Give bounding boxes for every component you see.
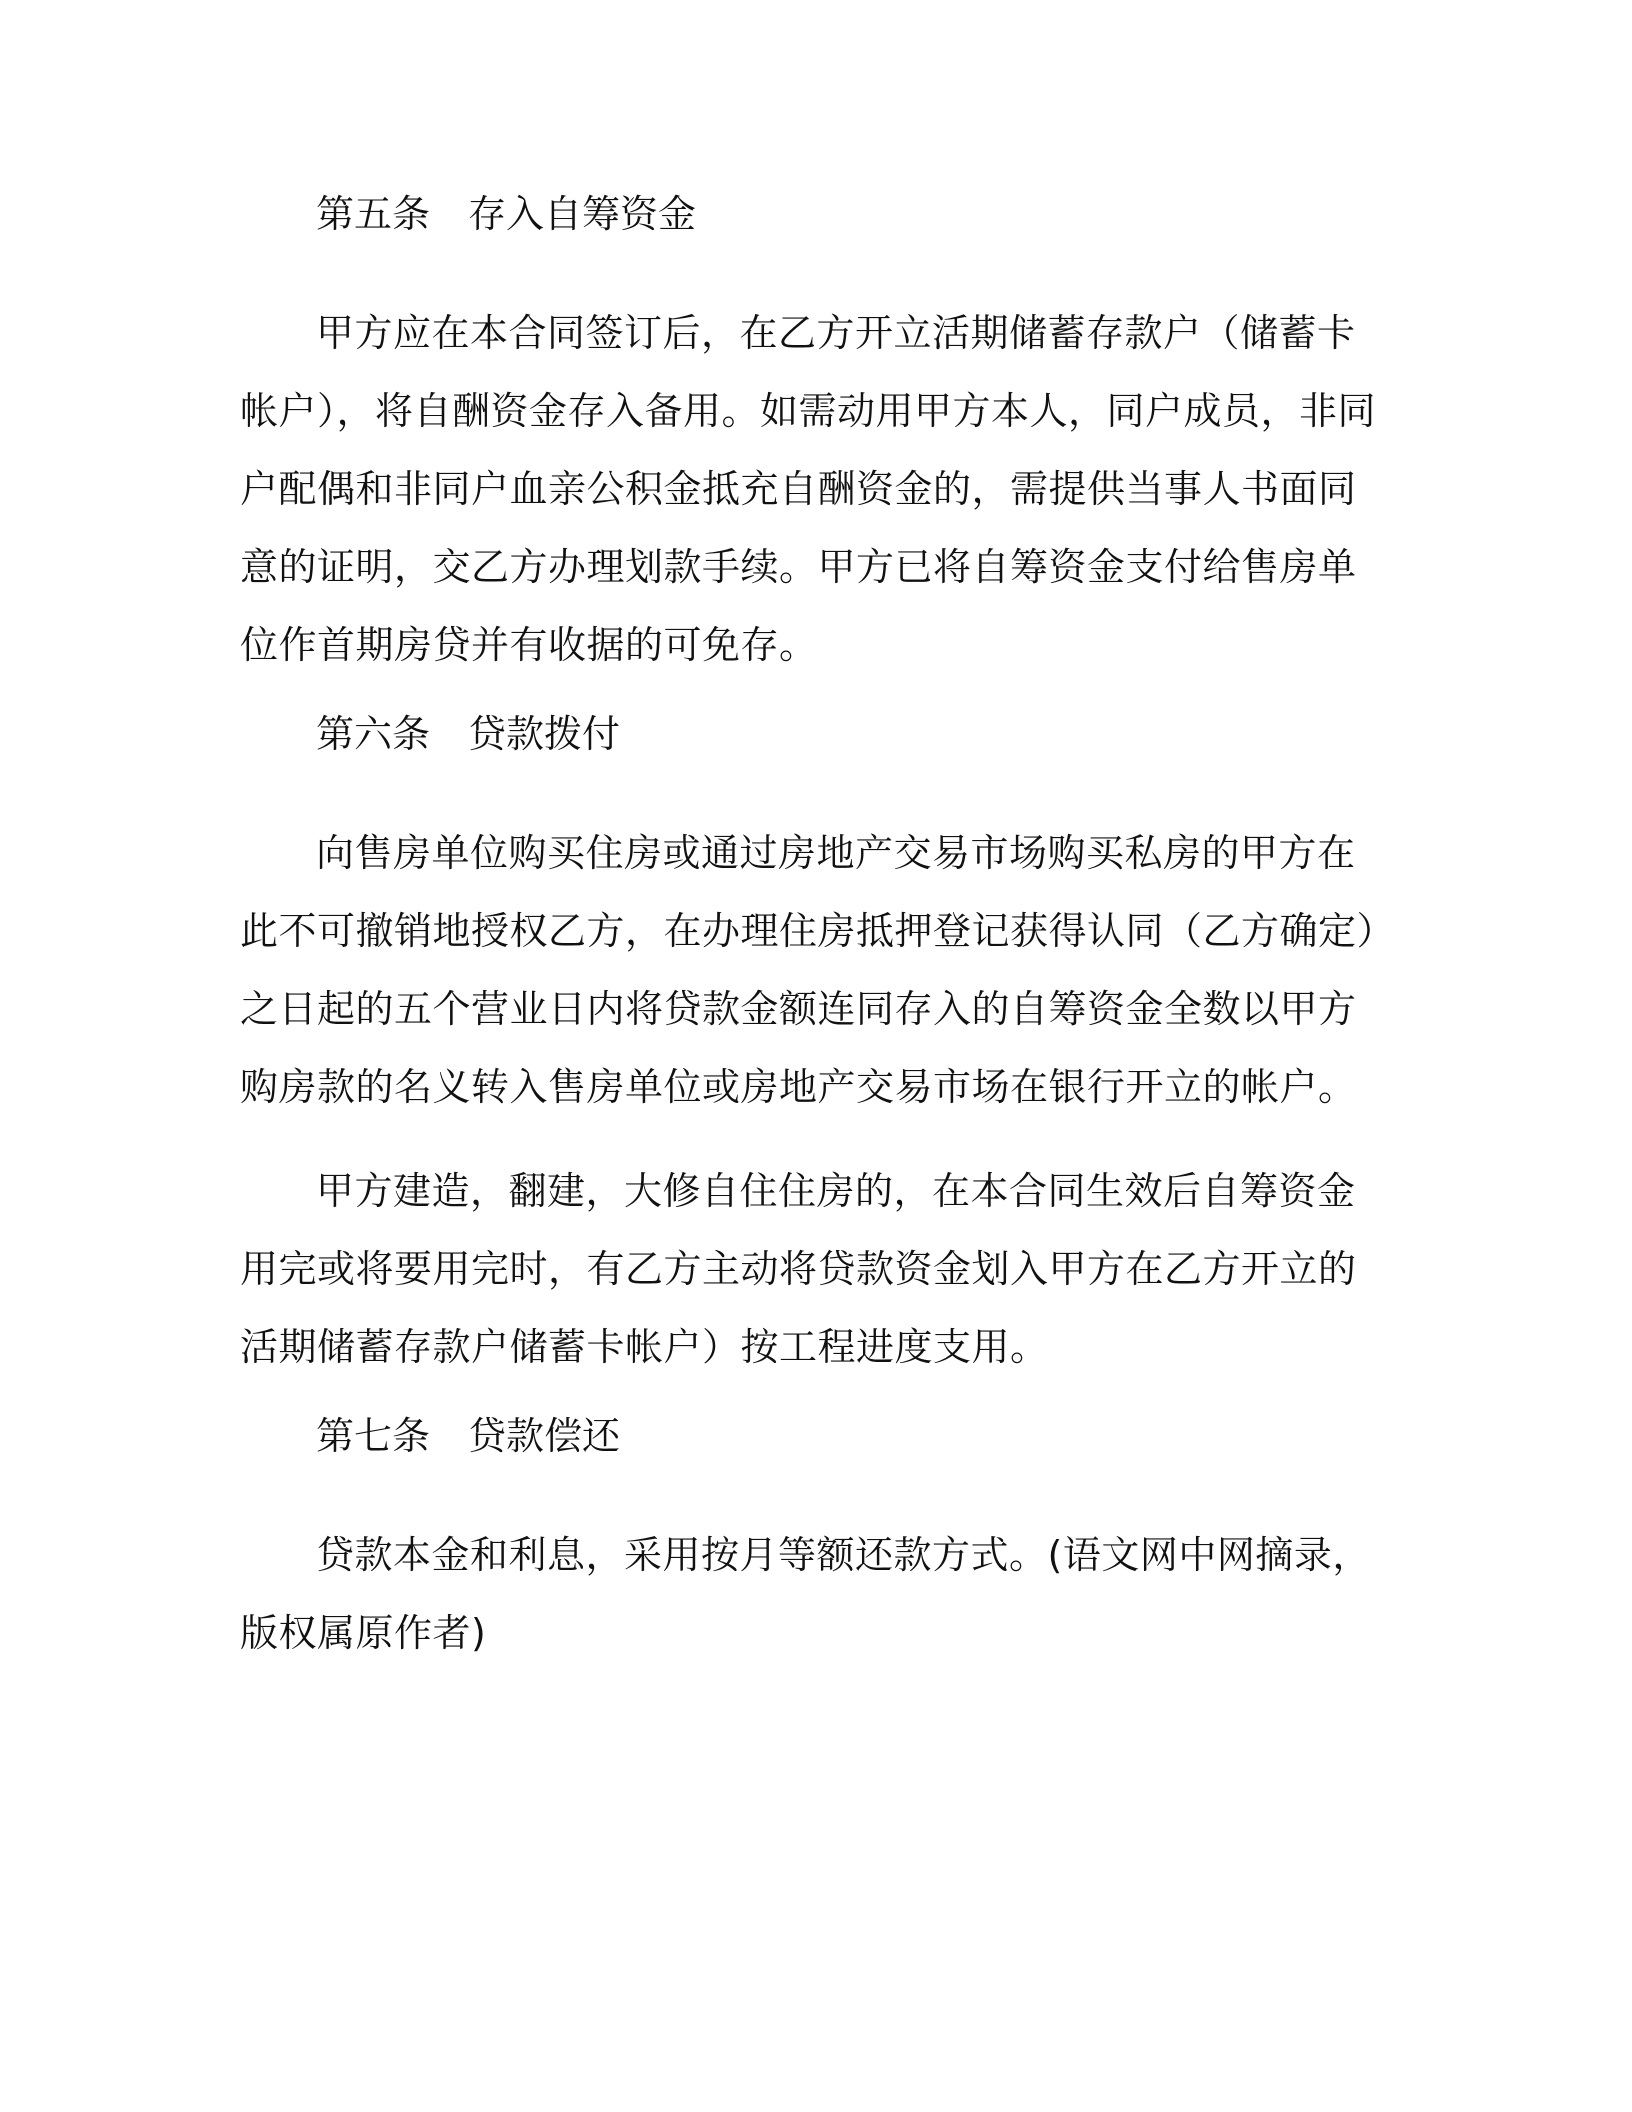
article-6-paragraph-2: 甲方建造，翻建，大修自住住房的，在本合同生效后自筹资金用完或将要用完时，有乙方主动将贷款资金划入甲方在乙方开立的活期储蓄存款户储蓄卡帐户）按工程进度支用。 <box>240 1169 1357 1369</box>
article-5-number: 第五条 <box>316 192 431 236</box>
article-6-title: 贷款拨付 <box>468 712 621 756</box>
article-7-title: 贷款偿还 <box>468 1414 621 1458</box>
article-5-paragraph-1: 甲方应在本合同签订后，在乙方开立活期储蓄存款户（储蓄卡帐户），将自酬资金存入备用。如需动用甲方本人，同户成员，非同户配偶和非同户血亲公积金抵充自酬资金的，需提供当事人书面同意的证明，交乙方办理划款手续。甲方已将自筹资金支付给售房单位作首期房贷并有收据的可免存。 <box>240 311 1377 667</box>
article-7-paragraph-1: 贷款本金和利息，采用按月等额还款方式。(语文网中网摘录，版权属原作者) <box>240 1533 1371 1655</box>
article-5-heading <box>240 190 1390 238</box>
article-7-number: 第七条 <box>316 1414 431 1458</box>
document-page <box>240 190 1390 1698</box>
article-6-heading <box>240 710 1390 758</box>
article-6-number: 第六条 <box>316 712 431 756</box>
article-6-paragraph-1: 向售房单位购买住房或通过房地产交易市场购买私房的甲方在此不可撤销地授权乙方，在办理住房抵押登记获得认同（乙方确定）之日起的五个营业日内将贷款金额连同存入的自筹资金全数以甲方购房款的名义转入售房单位或房地产交易市场在银行开立的帐户。 <box>240 831 1377 1109</box>
article-7-heading <box>240 1412 1390 1460</box>
article-5-title: 存入自筹资金 <box>468 192 697 236</box>
